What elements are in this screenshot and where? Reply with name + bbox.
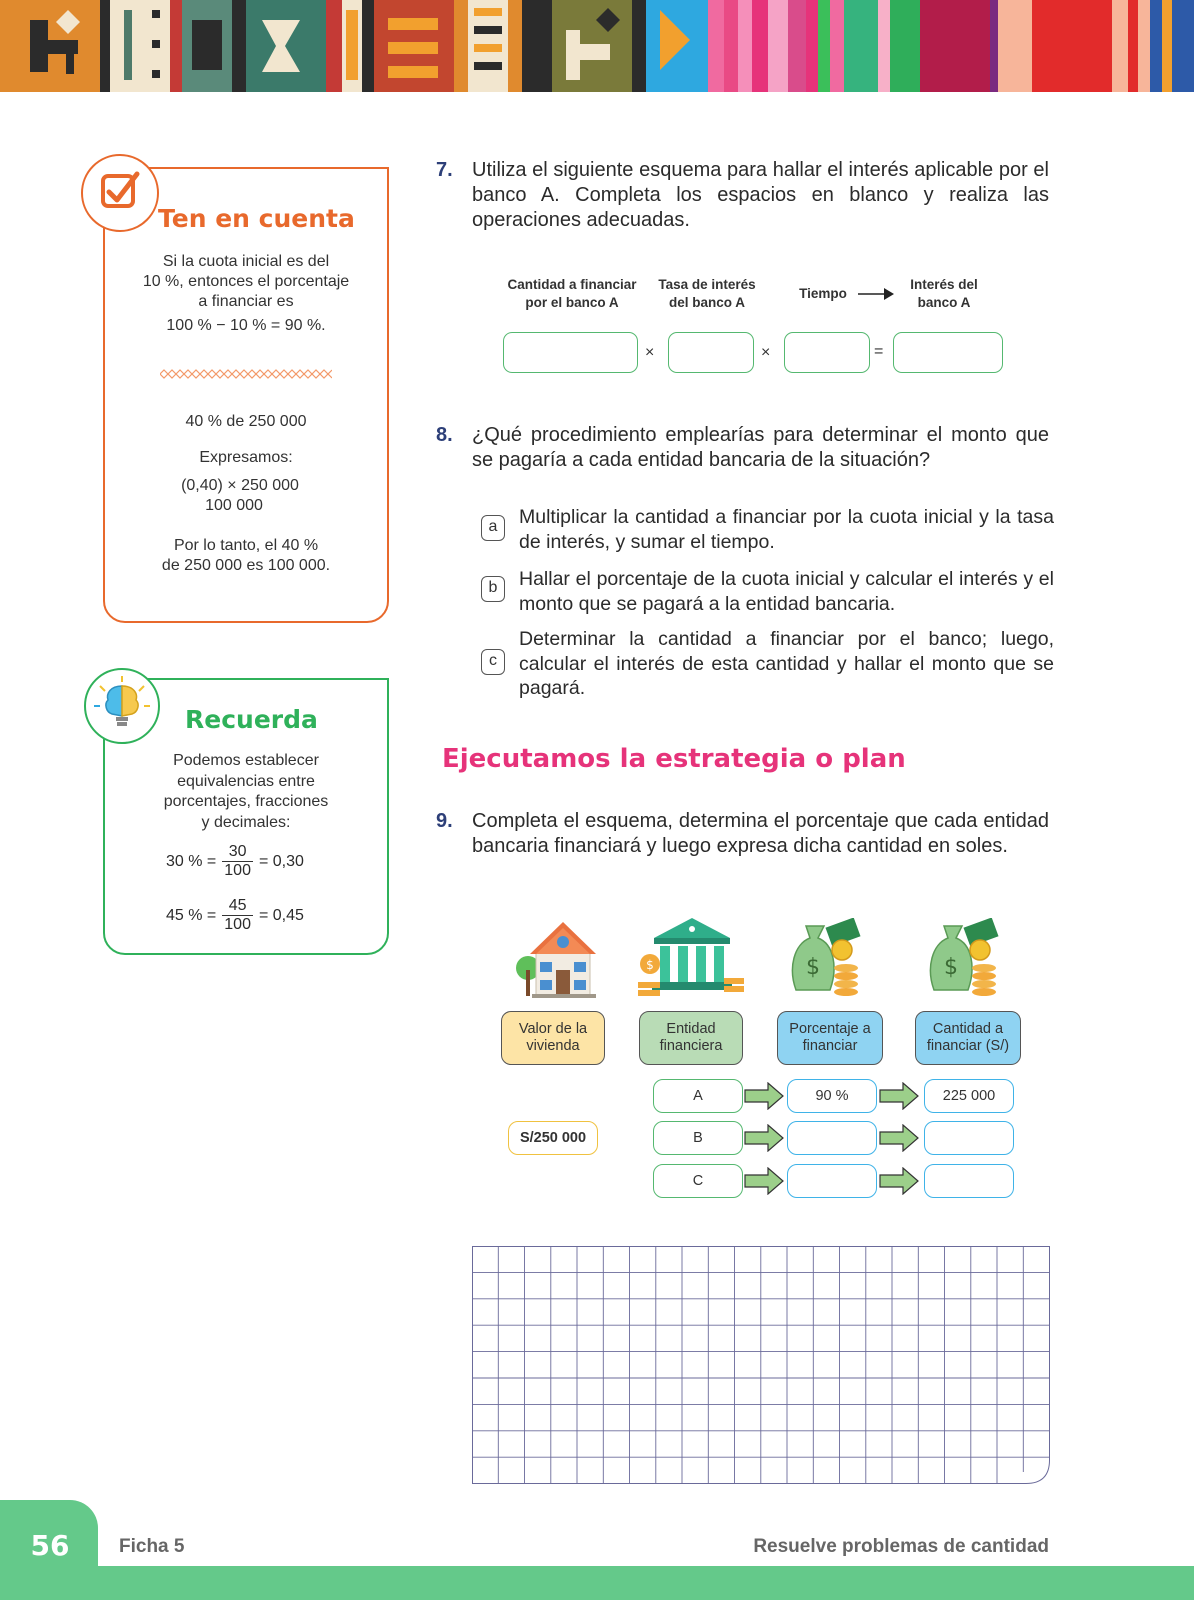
page-number: 56	[30, 1529, 70, 1562]
grid-workspace[interactable]	[472, 1246, 1050, 1484]
footer-bar	[0, 1566, 1194, 1600]
q7-blank-amount[interactable]	[503, 332, 638, 373]
arrow-right-icon	[744, 1124, 784, 1152]
house-value-cell: S/250 000	[508, 1121, 598, 1155]
percentage-a-cell[interactable]: 90 %	[787, 1079, 877, 1113]
money-bag-icon	[790, 918, 866, 998]
option-a-letter[interactable]: a	[481, 515, 505, 541]
arrow-right-icon	[879, 1082, 919, 1110]
q9-number: 9.	[436, 810, 453, 832]
brain-bulb-icon	[84, 668, 160, 744]
q8-text: ¿Qué procedimiento emplearías para determinar el monto que se pagaría a cada entidad bancaria de la situación?	[472, 424, 1049, 471]
fraction-numerator: 45	[228, 897, 247, 914]
house-icon	[514, 910, 598, 998]
arrow-right-icon	[879, 1167, 919, 1195]
q7-blank-time[interactable]	[784, 332, 870, 373]
fraction-denominator: 100	[224, 862, 251, 879]
option-c-letter[interactable]: c	[481, 649, 505, 675]
recuerda-text: Podemos establecer equivalencias entre porcentajes, fracciones y decimales:	[163, 752, 329, 831]
svg-text:$: $	[944, 955, 958, 980]
arrow-right-icon	[744, 1082, 784, 1110]
zigzag-divider	[160, 366, 332, 376]
header-percentage: Porcentaje a financiar	[777, 1011, 883, 1065]
footer-section: Ficha 5	[119, 1536, 185, 1557]
arrow-right-icon	[879, 1124, 919, 1152]
money-bag-icon	[928, 918, 1004, 998]
tip-text-1: Si la cuota inicial es del 10 %, entonces el porcentaje a financiar es 100 % − 10 % = 90 %.	[142, 253, 350, 334]
equals-sign: =	[874, 343, 884, 360]
q8-number: 8.	[436, 424, 453, 446]
checkbox-check-icon	[81, 154, 159, 232]
option-b-letter[interactable]: b	[481, 576, 505, 602]
q7-header-interest: Interés del banco A	[910, 277, 978, 310]
svg-text:$: $	[646, 958, 654, 972]
header-house-value: Valor de la vivienda	[501, 1011, 605, 1065]
option-b-text[interactable]: Hallar el porcentaje de la cuota inicial y calcular el interés y el monto que se pagará a la entidad bancaria.	[519, 568, 1054, 615]
header-amount: Cantidad a financiar (S/)	[915, 1011, 1021, 1065]
recuerda-title: Recuerda	[185, 705, 318, 734]
amount-c-cell[interactable]	[924, 1164, 1014, 1198]
multiply-sign: ×	[761, 344, 771, 361]
fraction-numerator: 30	[228, 843, 247, 860]
multiply-sign: ×	[645, 344, 655, 361]
q7-number: 7.	[436, 159, 453, 181]
percentage-b-cell[interactable]	[787, 1121, 877, 1155]
q7-header-amount: Cantidad a financiar por el banco A	[507, 277, 637, 310]
q7-header-rate: Tasa de interés del banco A	[658, 277, 756, 310]
q9-text: Completa el esquema, determina el porcentaje que cada entidad bancaria financiará y luego expresa dicha cantidad en soles.	[472, 810, 1049, 857]
header-entity: Entidad financiera	[639, 1011, 743, 1065]
svg-text:$: $	[806, 955, 820, 980]
arrow-right-icon	[744, 1167, 784, 1195]
amount-b-cell[interactable]	[924, 1121, 1014, 1155]
entity-a-cell: A	[653, 1079, 743, 1113]
equivalence-30: 30 % = $\frac{30}{100}$ = 0,30	[166, 843, 304, 879]
option-c-text[interactable]: Determinar la cantidad a financiar por el banco; luego, calcular el interés de esta cantidad y hallar el monto que se pagará.	[519, 628, 1054, 699]
tip-text-2: 40 % de 250 000 Expresamos: (0,40) × 250 000 100 000 Por lo tanto, el 40 % de 250 000 es 100 000.	[161, 413, 331, 574]
fraction-denominator: 100	[224, 916, 251, 933]
section-heading: Ejecutamos la estrategia o plan	[442, 744, 906, 774]
arrow-right-icon	[858, 286, 894, 302]
equivalence-45: 45 % = $\frac{45}{100}$ = 0,45	[166, 897, 304, 933]
amount-a-cell[interactable]: 225 000	[924, 1079, 1014, 1113]
q7-header-time: Tiempo	[799, 286, 847, 301]
q7-blank-interest[interactable]	[893, 332, 1003, 373]
q7-blank-rate[interactable]	[668, 332, 754, 373]
bank-icon	[638, 916, 746, 998]
q7-text: Utiliza el siguiente esquema para hallar el interés aplicable por el banco A. Completa los espacios en blanco y realiza las operaciones adecuadas.	[472, 159, 1049, 231]
tip-title: Ten en cuenta	[158, 204, 355, 233]
entity-b-cell: B	[653, 1121, 743, 1155]
percentage-c-cell[interactable]	[787, 1164, 877, 1198]
entity-c-cell: C	[653, 1164, 743, 1198]
option-a-text[interactable]: Multiplicar la cantidad a financiar por la cuota inicial y la tasa de interés, y sumar el tiempo.	[519, 506, 1054, 553]
decorative-banner	[0, 0, 1194, 92]
footer-competency: Resuelve problemas de cantidad	[753, 1536, 1049, 1557]
